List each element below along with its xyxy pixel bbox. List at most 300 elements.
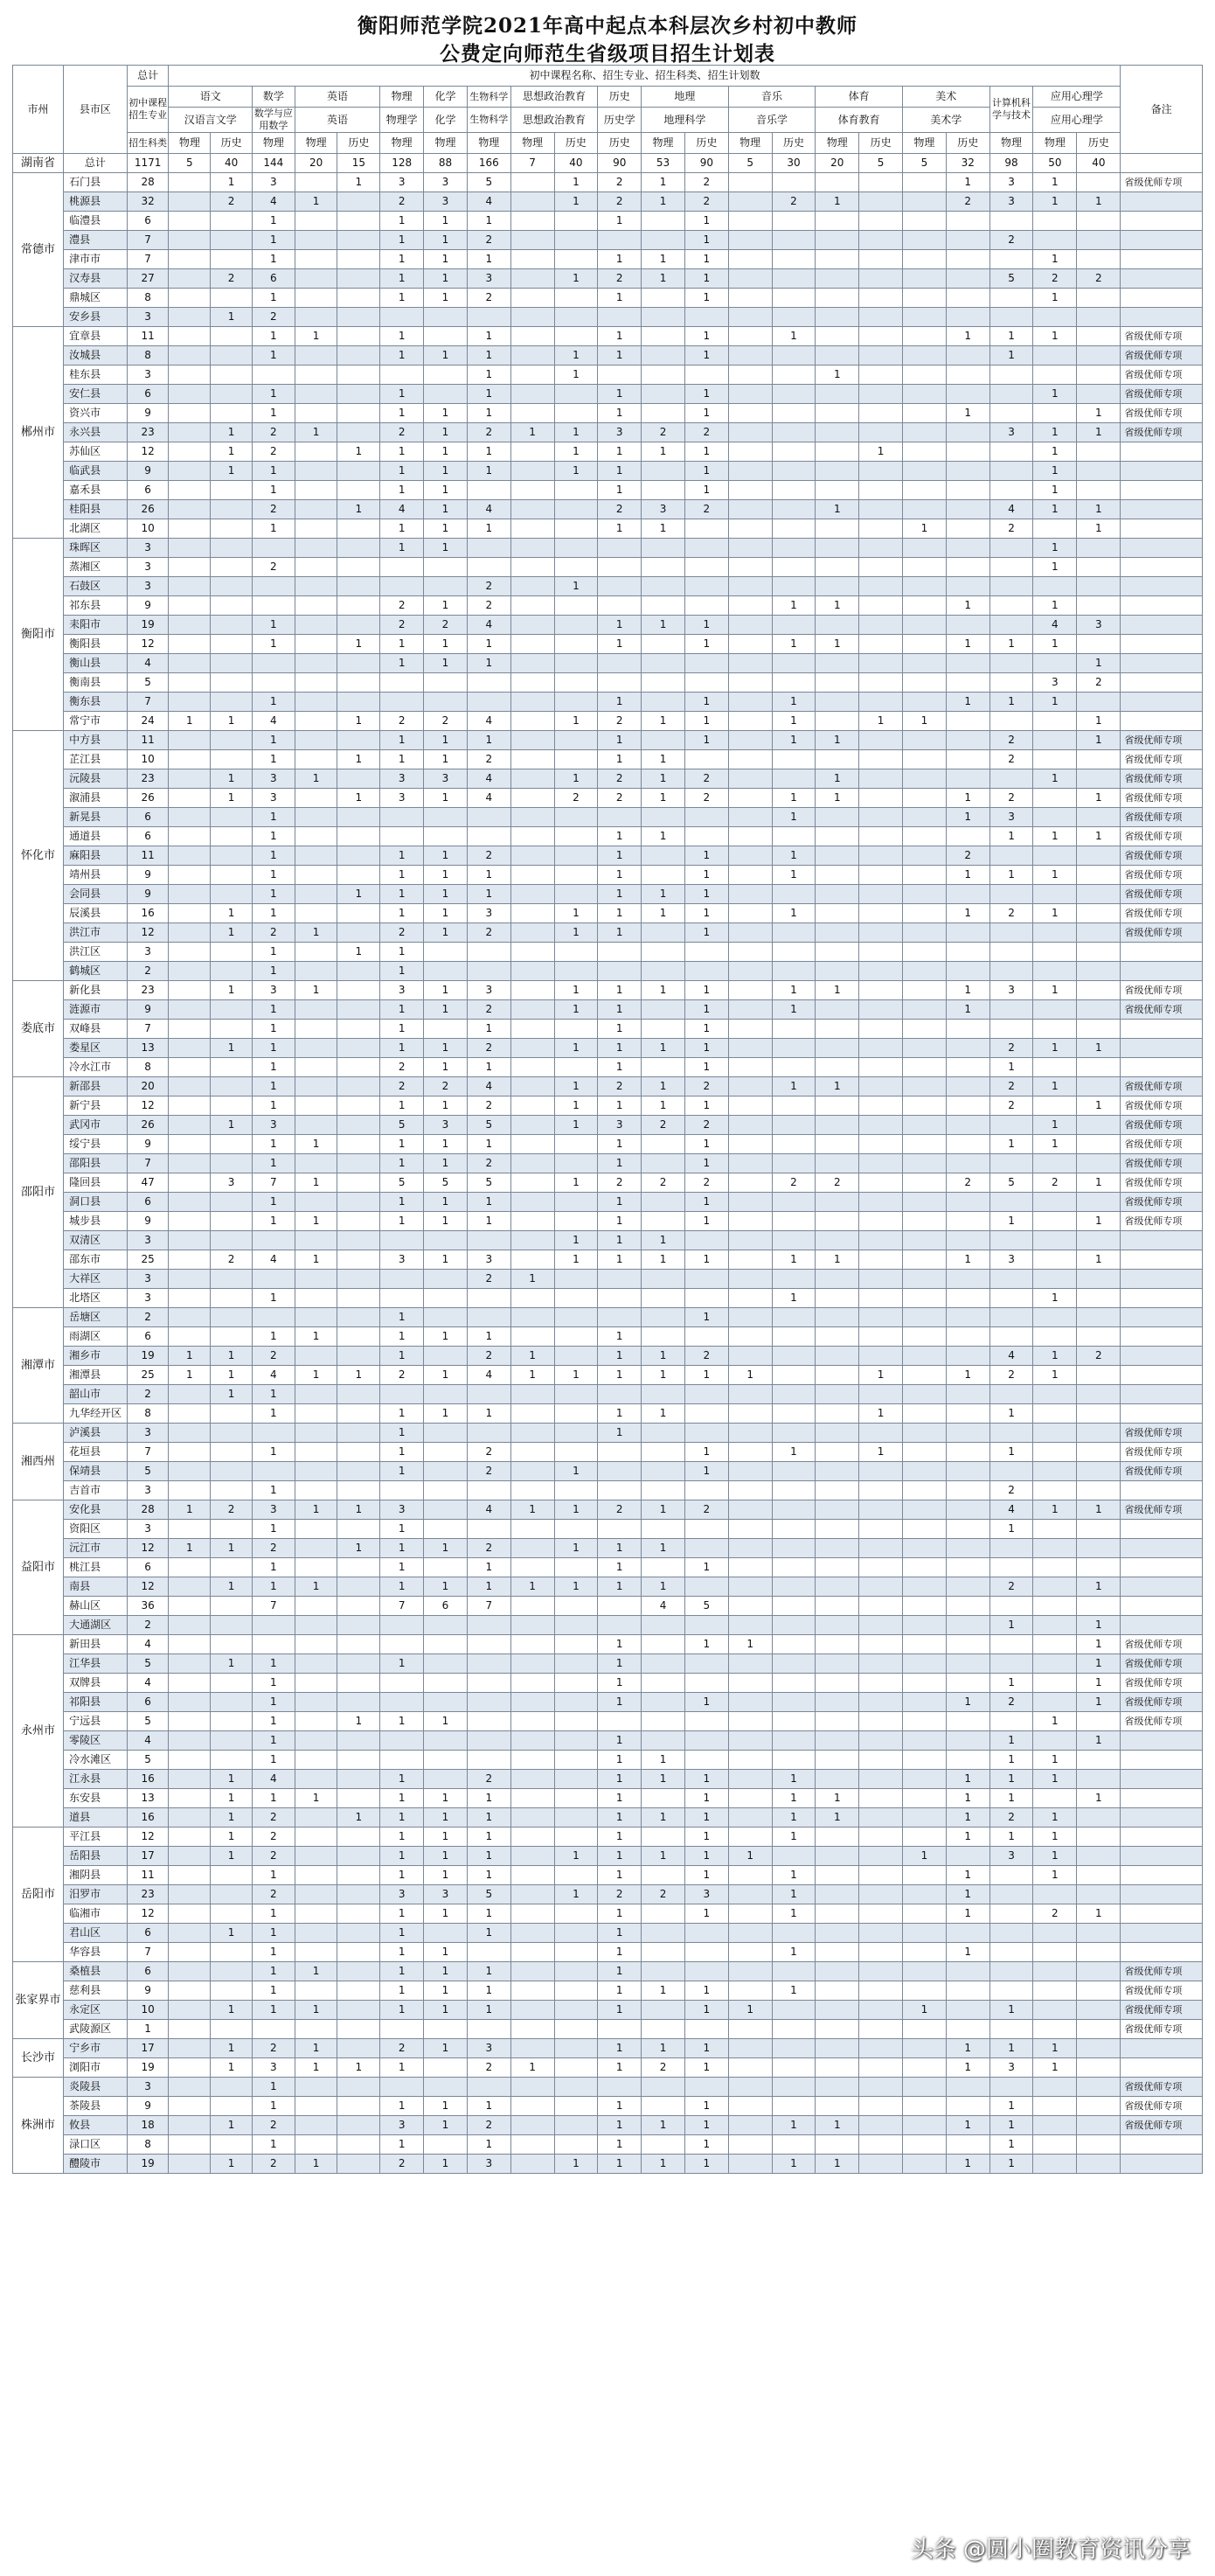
county-cell: 资阳区 <box>64 1520 128 1539</box>
value-cell: 1 <box>684 1635 728 1654</box>
value-cell <box>337 2020 380 2039</box>
value-cell: 1 <box>1077 789 1121 808</box>
value-cell <box>337 1904 380 1924</box>
value-cell: 1 <box>554 1000 598 1020</box>
value-cell <box>989 1000 1033 1020</box>
value-cell: 1 <box>684 1366 728 1385</box>
value-cell: 1 <box>337 635 380 654</box>
value-cell <box>816 289 859 308</box>
value-cell: 1 <box>554 1577 598 1597</box>
value-cell: 4 <box>127 654 169 673</box>
remark-cell <box>1121 1828 1203 1847</box>
value-cell: 1 <box>1033 500 1077 519</box>
value-cell: 1 <box>772 1808 816 1828</box>
value-cell: 4 <box>467 1077 510 1097</box>
value-cell: 1 <box>424 1193 468 1212</box>
value-cell <box>989 481 1033 500</box>
table-row <box>13 1943 1203 1962</box>
value-cell <box>510 192 554 212</box>
county-cell: 澧县 <box>64 231 128 250</box>
value-cell: 9 <box>127 404 169 423</box>
value-cell: 1 <box>1033 596 1077 616</box>
county-cell: 赫山区 <box>64 1597 128 1616</box>
value-cell: 2 <box>252 558 295 577</box>
value-cell: 1 <box>380 481 424 500</box>
value-cell <box>772 1462 816 1481</box>
value-cell <box>1077 1308 1121 1327</box>
value-cell: 1 <box>598 693 642 712</box>
value-cell <box>946 1616 989 1635</box>
value-cell <box>467 1616 510 1635</box>
value-cell: 1 <box>252 962 295 981</box>
value-cell <box>510 981 554 1000</box>
value-cell <box>816 250 859 269</box>
value-cell <box>169 1962 211 1981</box>
value-cell: 1 <box>684 269 728 289</box>
value-cell: 1 <box>295 2058 337 2078</box>
value-cell <box>728 1327 772 1347</box>
value-cell <box>859 1193 903 1212</box>
value-cell: 7 <box>127 250 169 269</box>
value-cell <box>1077 1981 1121 2001</box>
value-cell <box>903 1327 947 1347</box>
remark-cell <box>1121 1270 1203 1289</box>
value-cell: 2 <box>380 712 424 731</box>
value-cell: 3 <box>467 2155 510 2174</box>
value-cell <box>728 1943 772 1962</box>
value-cell: 1 <box>211 442 253 462</box>
value-cell <box>510 1808 554 1828</box>
table-row <box>13 1481 1203 1500</box>
value-cell <box>772 1481 816 1500</box>
county-cell: 冷水江市 <box>64 1058 128 1077</box>
value-cell: 1 <box>684 981 728 1000</box>
value-cell <box>510 404 554 423</box>
value-cell: 2 <box>989 1577 1033 1597</box>
table-row <box>13 1616 1203 1635</box>
value-cell: 8 <box>127 1058 169 1077</box>
value-cell: 1 <box>252 1731 295 1751</box>
value-cell: 1 <box>642 1231 685 1250</box>
value-cell <box>1077 866 1121 885</box>
value-cell <box>510 1000 554 1020</box>
table-row <box>13 1770 1203 1789</box>
table-row <box>13 731 1203 750</box>
value-cell <box>684 2078 728 2097</box>
county-cell: 双牌县 <box>64 1674 128 1693</box>
value-cell: 1 <box>1033 327 1077 346</box>
value-cell: 1 <box>252 1039 295 1058</box>
value-cell <box>903 2078 947 2097</box>
remark-cell <box>1121 2039 1203 2058</box>
value-cell <box>510 1231 554 1250</box>
value-cell <box>1077 442 1121 462</box>
value-cell <box>295 789 337 808</box>
remark-cell: 省级优师专项 <box>1121 1077 1203 1097</box>
value-cell <box>728 519 772 539</box>
value-cell <box>598 2078 642 2097</box>
remark-cell <box>1121 1250 1203 1270</box>
value-cell: 1 <box>642 250 685 269</box>
value-cell <box>772 173 816 192</box>
value-cell <box>903 904 947 923</box>
value-cell: 1 <box>554 1500 598 1520</box>
value-cell <box>859 1289 903 1308</box>
value-cell <box>337 616 380 635</box>
value-cell <box>211 500 253 519</box>
value-cell: 2 <box>252 1828 295 1847</box>
value-cell <box>816 2001 859 2020</box>
value-cell: 23 <box>127 1885 169 1904</box>
value-cell <box>772 366 816 385</box>
header-major-1: 数学与应用数学 <box>252 108 295 133</box>
value-cell <box>424 1231 468 1250</box>
value-cell <box>554 1712 598 1731</box>
value-cell <box>903 327 947 346</box>
value-cell <box>816 2078 859 2097</box>
remark-cell: 省级优师专项 <box>1121 366 1203 385</box>
value-cell <box>946 1462 989 1481</box>
value-cell <box>169 423 211 442</box>
value-cell <box>1077 1597 1121 1616</box>
value-cell <box>510 827 554 846</box>
value-cell <box>642 1962 685 1981</box>
value-cell <box>252 1462 295 1481</box>
value-cell <box>989 289 1033 308</box>
value-cell: 28 <box>127 173 169 192</box>
value-cell <box>728 1250 772 1270</box>
value-cell: 1 <box>211 1654 253 1674</box>
value-cell: 5 <box>127 1462 169 1481</box>
value-cell <box>169 1097 211 1116</box>
value-cell <box>554 1558 598 1577</box>
value-cell: 1 <box>903 2001 947 2020</box>
value-cell <box>169 943 211 962</box>
value-cell <box>510 1654 554 1674</box>
value-cell <box>859 1212 903 1231</box>
value-cell: 1 <box>1033 481 1077 500</box>
table-row <box>13 769 1203 789</box>
header-row-1 <box>13 66 1203 87</box>
value-cell <box>169 1751 211 1770</box>
value-cell <box>1077 366 1121 385</box>
value-cell <box>816 1770 859 1789</box>
value-cell <box>295 1193 337 1212</box>
value-cell: 1 <box>946 789 989 808</box>
value-cell: 1 <box>989 1770 1033 1789</box>
county-cell: 邵东市 <box>64 1250 128 1270</box>
value-cell <box>295 462 337 481</box>
value-cell <box>816 1481 859 1500</box>
value-cell <box>642 1154 685 1173</box>
value-cell <box>816 1577 859 1597</box>
header-course-1: 数学 <box>252 87 295 108</box>
value-cell <box>772 1654 816 1674</box>
value-cell: 1 <box>554 712 598 731</box>
table-row <box>13 2116 1203 2135</box>
value-cell <box>1033 1635 1077 1654</box>
value-cell: 1 <box>684 1904 728 1924</box>
value-cell <box>772 885 816 904</box>
value-cell: 4 <box>467 616 510 635</box>
county-cell: 临湘市 <box>64 1904 128 1924</box>
value-cell <box>211 1212 253 1231</box>
value-cell <box>467 1385 510 1404</box>
value-cell: 1 <box>554 1231 598 1250</box>
value-cell: 1 <box>598 1250 642 1270</box>
value-cell <box>169 1173 211 1193</box>
header-course-10: 体育 <box>816 87 903 108</box>
value-cell <box>1077 750 1121 769</box>
value-cell <box>903 1558 947 1577</box>
value-cell <box>1077 1770 1121 1789</box>
value-cell <box>380 558 424 577</box>
value-cell <box>424 827 468 846</box>
value-cell: 1 <box>424 1847 468 1866</box>
value-cell <box>989 654 1033 673</box>
value-cell: 1 <box>728 1847 772 1866</box>
remark-cell: 省级优师专项 <box>1121 1116 1203 1135</box>
county-cell: 江永县 <box>64 1770 128 1789</box>
value-cell <box>684 1654 728 1674</box>
value-cell <box>728 1097 772 1116</box>
county-cell: 大通湖区 <box>64 1616 128 1635</box>
value-cell <box>989 1020 1033 1039</box>
value-cell <box>211 2097 253 2116</box>
value-cell: 19 <box>127 2155 169 2174</box>
value-cell <box>1077 1924 1121 1943</box>
value-cell: 1 <box>380 1135 424 1154</box>
value-cell <box>1033 1154 1077 1173</box>
value-cell <box>728 1193 772 1212</box>
value-cell: 2 <box>252 2116 295 2135</box>
value-cell <box>169 1558 211 1577</box>
value-cell <box>903 500 947 519</box>
value-cell <box>295 231 337 250</box>
value-cell: 2 <box>252 1885 295 1904</box>
value-cell <box>946 269 989 289</box>
value-cell <box>424 1020 468 1039</box>
value-cell <box>684 308 728 327</box>
value-cell <box>295 750 337 769</box>
value-cell: 1 <box>772 1866 816 1885</box>
value-cell <box>1033 1424 1077 1443</box>
value-cell <box>728 923 772 943</box>
value-cell <box>903 462 947 481</box>
value-cell <box>1033 1481 1077 1500</box>
value-cell: 2 <box>252 423 295 442</box>
value-cell <box>642 1866 685 1885</box>
value-cell <box>684 2020 728 2039</box>
value-cell: 1 <box>598 981 642 1000</box>
value-cell: 1 <box>295 2155 337 2174</box>
value-cell <box>946 423 989 442</box>
value-cell <box>859 1635 903 1654</box>
value-cell: 1 <box>684 385 728 404</box>
value-cell <box>337 1962 380 1981</box>
value-cell <box>728 693 772 712</box>
value-cell: 1 <box>424 1539 468 1558</box>
value-cell: 16 <box>127 1808 169 1828</box>
value-cell: 1 <box>252 1904 295 1924</box>
value-cell: 1 <box>252 462 295 481</box>
value-cell <box>211 231 253 250</box>
value-cell: 1 <box>510 1577 554 1597</box>
value-cell: 1 <box>424 1828 468 1847</box>
value-cell: 1 <box>252 1520 295 1539</box>
value-cell: 1 <box>380 462 424 481</box>
value-cell: 1 <box>252 1097 295 1116</box>
value-cell: 1 <box>684 212 728 231</box>
value-cell <box>169 308 211 327</box>
value-cell: 12 <box>127 1904 169 1924</box>
value-cell <box>554 1424 598 1443</box>
value-cell <box>295 1154 337 1173</box>
value-cell <box>816 866 859 885</box>
value-cell <box>337 827 380 846</box>
total-value: 15 <box>337 154 380 173</box>
county-cell: 石鼓区 <box>64 577 128 596</box>
value-cell: 1 <box>1033 635 1077 654</box>
county-cell: 韶山市 <box>64 1385 128 1404</box>
value-cell: 2 <box>467 1154 510 1173</box>
value-cell: 16 <box>127 904 169 923</box>
value-cell: 1 <box>772 1289 816 1308</box>
value-cell <box>211 1462 253 1481</box>
value-cell: 2 <box>989 731 1033 750</box>
value-cell <box>169 2116 211 2135</box>
value-cell: 1 <box>989 2135 1033 2155</box>
value-cell: 1 <box>380 2058 424 2078</box>
value-cell: 1 <box>252 1135 295 1154</box>
value-cell: 2 <box>424 616 468 635</box>
value-cell <box>598 558 642 577</box>
value-cell: 1 <box>642 442 685 462</box>
value-cell: 1 <box>1077 1693 1121 1712</box>
county-cell: 桑植县 <box>64 1962 128 1981</box>
table-row <box>13 1424 1203 1443</box>
value-cell <box>1077 1366 1121 1385</box>
value-cell: 11 <box>127 846 169 866</box>
value-cell <box>554 635 598 654</box>
value-cell <box>337 1635 380 1654</box>
value-cell <box>859 308 903 327</box>
value-cell <box>554 1751 598 1770</box>
value-cell <box>337 596 380 616</box>
total-value: 7 <box>510 154 554 173</box>
value-cell: 9 <box>127 596 169 616</box>
value-cell <box>989 1462 1033 1481</box>
value-cell <box>903 981 947 1000</box>
value-cell: 1 <box>337 442 380 462</box>
value-cell: 1 <box>598 519 642 539</box>
value-cell: 2 <box>467 1462 510 1481</box>
value-cell: 1 <box>598 1039 642 1058</box>
value-cell <box>684 673 728 693</box>
value-cell <box>554 1212 598 1231</box>
value-cell <box>510 346 554 366</box>
table-row <box>13 1866 1203 1885</box>
value-cell <box>859 500 903 519</box>
value-cell <box>169 539 211 558</box>
value-cell: 1 <box>859 1443 903 1462</box>
value-cell <box>1033 1520 1077 1539</box>
value-cell: 12 <box>127 1828 169 1847</box>
value-cell <box>859 1385 903 1404</box>
value-cell <box>510 1770 554 1789</box>
value-cell: 12 <box>127 923 169 943</box>
value-cell <box>554 693 598 712</box>
value-cell: 1 <box>598 904 642 923</box>
value-cell <box>1033 366 1077 385</box>
value-cell <box>946 539 989 558</box>
value-cell: 1 <box>1033 1828 1077 1847</box>
total-value: 32 <box>946 154 989 173</box>
value-cell <box>728 1731 772 1751</box>
value-cell <box>169 731 211 750</box>
value-cell: 2 <box>467 577 510 596</box>
value-cell <box>510 616 554 635</box>
value-cell <box>772 1347 816 1366</box>
value-cell <box>211 385 253 404</box>
header-sub-2: 物理 <box>252 133 295 154</box>
value-cell: 1 <box>252 212 295 231</box>
value-cell: 2 <box>467 1270 510 1289</box>
value-cell: 1 <box>989 1828 1033 1847</box>
value-cell: 1 <box>211 1577 253 1597</box>
county-cell: 麻阳县 <box>64 846 128 866</box>
value-cell: 1 <box>510 2058 554 2078</box>
value-cell <box>554 1654 598 1674</box>
value-cell: 1 <box>211 1924 253 1943</box>
value-cell <box>337 2097 380 2116</box>
value-cell <box>252 1616 295 1635</box>
value-cell: 1 <box>380 1097 424 1116</box>
value-cell <box>684 1751 728 1770</box>
county-cell: 蒸湘区 <box>64 558 128 577</box>
value-cell <box>903 481 947 500</box>
value-cell <box>816 808 859 827</box>
remark-cell <box>1121 558 1203 577</box>
value-cell: 1 <box>642 1539 685 1558</box>
value-cell <box>946 1751 989 1770</box>
value-cell <box>903 1462 947 1481</box>
value-cell <box>510 1597 554 1616</box>
value-cell <box>946 2001 989 2020</box>
value-cell <box>728 577 772 596</box>
value-cell <box>859 1173 903 1193</box>
value-cell: 1 <box>211 923 253 943</box>
value-cell: 4 <box>252 712 295 731</box>
value-cell: 1 <box>252 2001 295 2020</box>
header-sub-13: 物理 <box>728 133 772 154</box>
value-cell <box>467 1231 510 1250</box>
value-cell <box>337 231 380 250</box>
value-cell <box>295 173 337 192</box>
value-cell <box>510 1443 554 1462</box>
table-row <box>13 1558 1203 1577</box>
value-cell <box>295 1097 337 1116</box>
value-cell <box>211 1597 253 1616</box>
value-cell: 3 <box>380 789 424 808</box>
value-cell: 1 <box>598 1539 642 1558</box>
value-cell <box>510 1481 554 1500</box>
value-cell <box>816 750 859 769</box>
value-cell <box>598 962 642 981</box>
value-cell: 2 <box>467 1347 510 1366</box>
value-cell: 1 <box>554 173 598 192</box>
value-cell: 1 <box>211 2039 253 2058</box>
